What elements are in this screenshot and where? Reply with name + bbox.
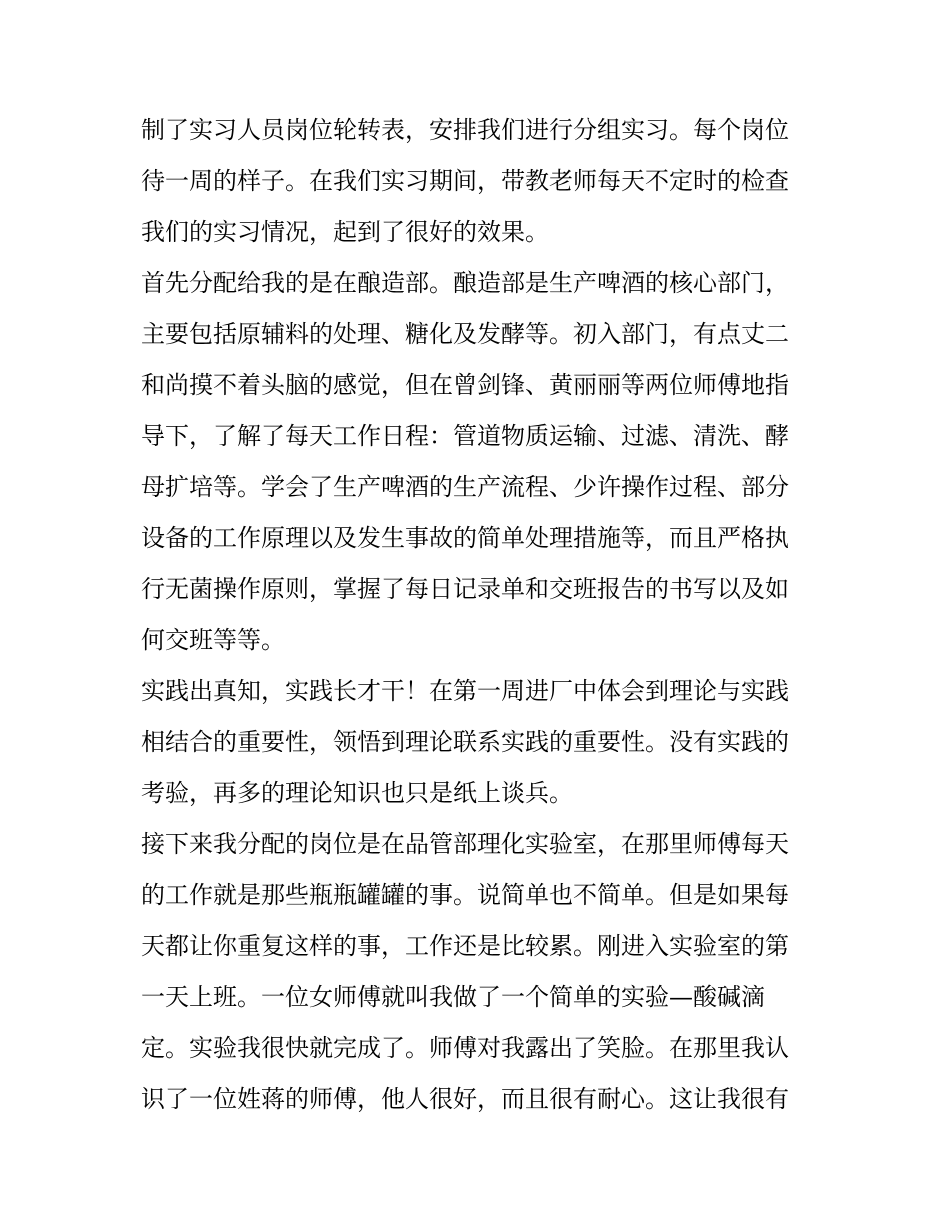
text-line: 定。实验我很快就完成了。师傅对我露出了笑脸。在那里我认 <box>141 1034 789 1062</box>
document-body <box>141 105 813 1125</box>
text-line: 何交班等等。 <box>141 626 285 654</box>
text-line: 设备的工作原理以及发生事故的简单处理措施等，而且严格执 <box>141 524 789 552</box>
text-line: 实践出真知，实践长才干！在第一周进厂中体会到理论与实践 <box>141 677 789 705</box>
text-line: 母扩培等。学会了生产啤酒的生产流程、少许操作过程、部分 <box>141 473 789 501</box>
text-line: 相结合的重要性，领悟到理论联系实践的重要性。没有实践的 <box>141 728 789 756</box>
text-line: 考验，再多的理论知识也只是纸上谈兵。 <box>141 779 573 807</box>
text-line: 待一周的样子。在我们实习期间，带教老师每天不定时的检查 <box>141 167 789 195</box>
text-line: 制了实习人员岗位轮转表，安排我们进行分组实习。每个岗位 <box>141 116 789 144</box>
text-line: 主要包括原辅料的处理、糖化及发酵等。初入部门，有点丈二 <box>141 320 789 348</box>
text-line: 行无菌操作原则，掌握了每日记录单和交班报告的书写以及如 <box>141 575 789 603</box>
text-line: 接下来我分配的岗位是在品管部理化实验室，在那里师傅每天 <box>141 830 789 858</box>
text-line: 的工作就是那些瓶瓶罐罐的事。说简单也不简单。但是如果每 <box>141 881 789 909</box>
text-line: 我们的实习情况，起到了很好的效果。 <box>141 218 549 246</box>
text-line: 导下，了解了每天工作日程：管道物质运输、过滤、清洗、酵 <box>141 422 789 450</box>
text-line: 一天上班。一位女师傅就叫我做了一个简单的实验—酸碱滴 <box>141 983 765 1011</box>
text-line: 和尚摸不着头脑的感觉，但在曾剑锋、黄丽丽等两位师傅地指 <box>141 371 789 399</box>
text-line: 首先分配给我的是在酿造部。酿造部是生产啤酒的核心部门， <box>141 269 789 297</box>
text-line: 识了一位姓蒋的师傅，他人很好，而且很有耐心。这让我很有 <box>141 1085 789 1113</box>
text-line: 天都让你重复这样的事，工作还是比较累。刚进入实验室的第 <box>141 932 789 960</box>
